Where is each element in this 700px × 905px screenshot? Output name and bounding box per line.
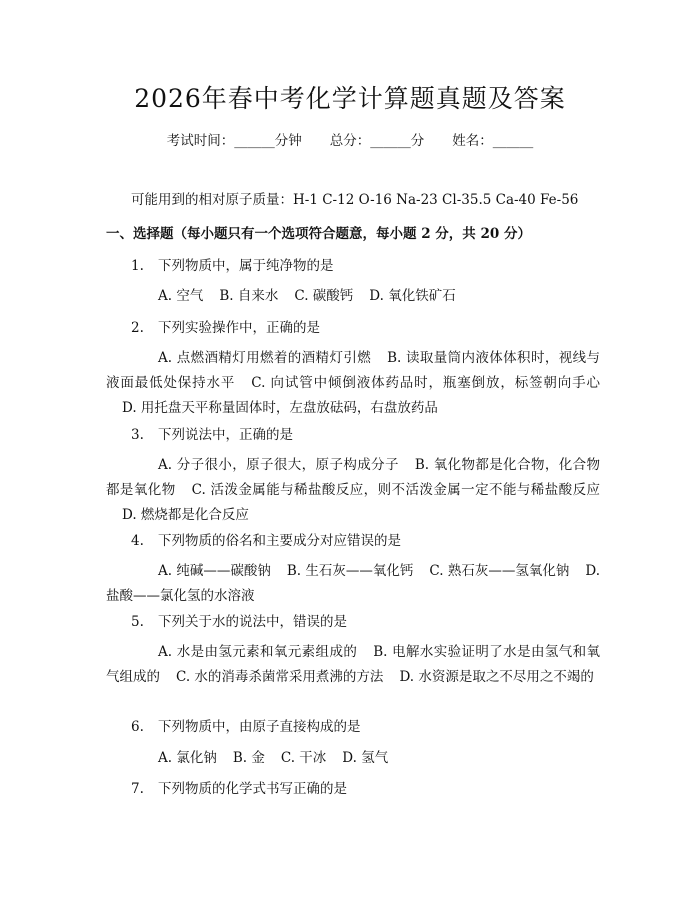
question-number: 1.: [131, 258, 144, 274]
question-number: 4.: [131, 533, 144, 549]
question-6-options: [106, 746, 600, 771]
question-1-options: [106, 284, 600, 309]
option-b: B. 电解水实验证明了水是由氢气和氧气组成的: [106, 644, 600, 685]
question-number: 5.: [131, 614, 144, 630]
option-d: D. 盐酸——氯化氢的水溶液: [106, 563, 600, 604]
option-a: A. 氯化钠: [158, 750, 217, 766]
option-a: A. 纯碱——碳酸钠: [158, 563, 271, 579]
option-d: D. 氢气: [342, 750, 389, 766]
student-name-field: 姓名：______: [452, 133, 534, 149]
option-d: D. 用托盘天平称量固体时，左盘放砝码，右盘放药品: [122, 400, 438, 416]
option-b: B. 金: [232, 750, 265, 766]
option-b: B. 氧化物都是化合物，化合物都是氧化物: [106, 457, 600, 498]
atomic-masses-note: 可能用到的相对原子质量：H-1 C-12 O-16 Na-23 Cl-35.5 Ca-40 Fe-56: [131, 192, 579, 208]
option-c: C. 向试管中倾倒液体药品时，瓶塞倒放，标签朝向手心: [251, 375, 601, 391]
option-d: D. 氧化铁矿石: [369, 288, 456, 304]
option-d: D. 燃烧都是化合反应: [122, 507, 249, 523]
question-stem: 下列说法中，正确的是: [158, 427, 293, 443]
question-2: [131, 318, 320, 338]
question-stem: 下列关于水的说法中，错误的是: [158, 614, 347, 630]
question-number: 7.: [131, 781, 144, 797]
question-7: [131, 779, 347, 799]
option-c: C. 活泼金属能与稀盐酸反应，则不活泼金属一定不能与稀盐酸反应: [191, 482, 601, 498]
option-d: D. 水资源是取之不尽用之不竭的: [399, 669, 594, 685]
question-number: 3.: [131, 427, 144, 443]
question-5: [131, 612, 347, 632]
question-2-options: [106, 346, 600, 421]
question-3: [131, 425, 293, 445]
option-a: A. 水是由氢元素和氧元素组成的: [158, 644, 358, 660]
question-stem: 下列物质中，由原子直接构成的是: [158, 719, 361, 735]
option-b: B. 读取量筒内液体体积时，视线与液面最低处保持水平: [106, 350, 600, 391]
question-3-options: [106, 453, 600, 528]
question-stem: 下列物质的俗名和主要成分对应错误的是: [158, 533, 401, 549]
question-stem: 下列物质中，属于纯净物的是: [158, 258, 334, 274]
question-stem: 下列物质的化学式书写正确的是: [158, 781, 347, 797]
total-score-field: 总分：______分: [329, 133, 425, 149]
option-c: C. 熟石灰——氢氧化钠: [429, 563, 570, 579]
question-number: 6.: [131, 719, 144, 735]
question-1: [131, 256, 334, 276]
option-c: C. 水的消毒杀菌常采用煮沸的方法: [176, 669, 384, 685]
question-4: [131, 531, 401, 551]
page-title: 2026年春中考化学计算题真题及答案: [134, 84, 566, 113]
option-b: B. 自来水: [219, 288, 279, 304]
question-number: 2.: [131, 320, 144, 336]
question-6: [131, 717, 361, 737]
option-a: A. 空气: [158, 288, 204, 304]
section-heading: 一、选择题（每小题只有一个选项符合题意，每小题 2 分，共 20 分）: [106, 226, 531, 242]
exam-meta: [0, 131, 700, 151]
question-4-options: [106, 559, 600, 609]
option-a: A. 点燃酒精灯用燃着的酒精灯引燃: [158, 350, 372, 366]
option-b: B. 生石灰——氧化钙: [286, 563, 414, 579]
question-5-options: [106, 640, 600, 690]
question-stem: 下列实验操作中，正确的是: [158, 320, 320, 336]
option-c: C. 碳酸钙: [294, 288, 354, 304]
option-c: C. 干冰: [280, 750, 327, 766]
exam-time-field: 考试时间：______分钟: [166, 133, 302, 149]
option-a: A. 分子很小，原子很大，原子构成分子: [158, 457, 399, 473]
